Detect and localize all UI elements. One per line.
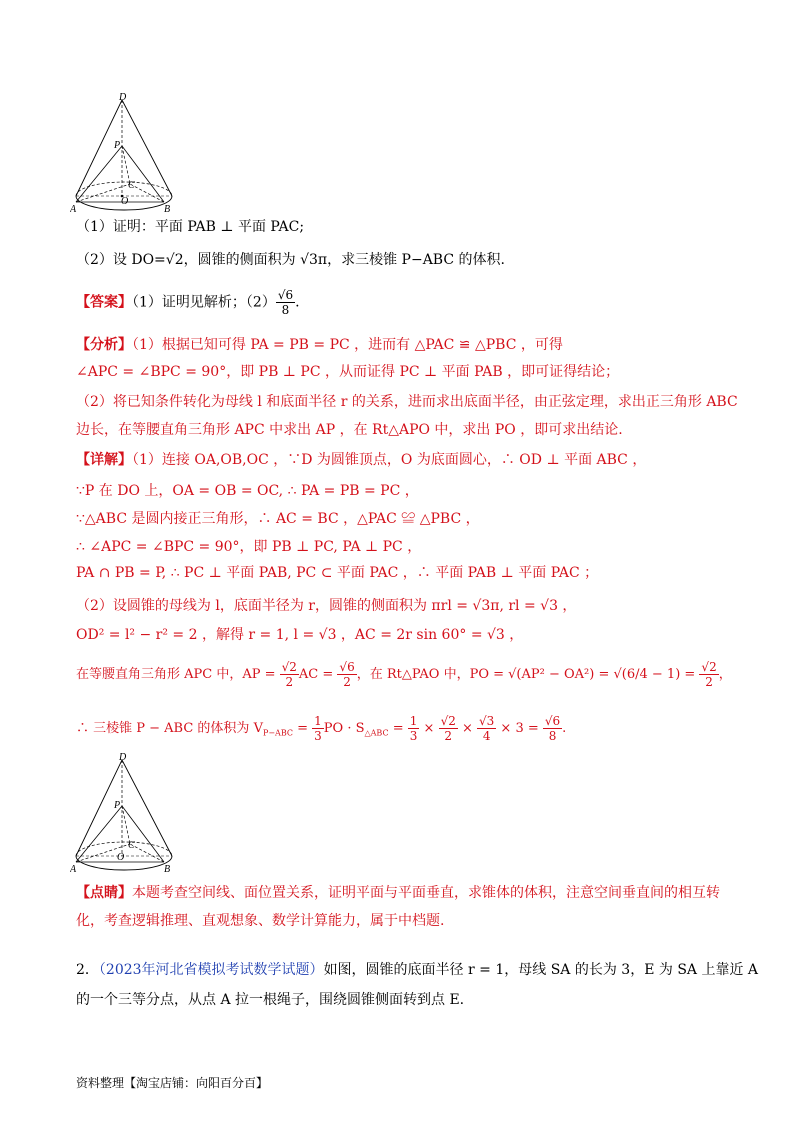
label-A-2: A	[70, 864, 77, 874]
fraction-sqrt2-over-2: $\frac{√2}{2}$	[281, 660, 297, 689]
question-part-2: （2）设 DO=√2，圆锥的侧面积为 √3π，求三棱锥 P−ABC 的体积.	[76, 252, 505, 268]
fraction-sqrt2-over-2-c: $\frac{√2}{2}$	[440, 714, 456, 743]
label-C: C	[128, 180, 135, 191]
detail-line-8: 在等腰直角三角形 APC 中，AP = $\frac{√2}{2}$ AC = $\frac{√6}{2}$ ，在 Rt△PAO 中，PO = √(AP² − OA²) = √(6/4 − 1) = $\frac{√2}{2}$ ，	[76, 660, 732, 689]
answer-fraction: $\frac{√6}{8}$	[277, 288, 294, 317]
analysis-line-2: ∠APC = ∠BPC = 90°，即 PB ⊥ PC ，从而证得 PC ⊥ 平面 PAB ，即可证得结论；	[76, 364, 620, 380]
label-P: P	[114, 140, 121, 151]
detail-tag: 【详解】	[76, 452, 132, 468]
analysis-line-4: 边长，在等腰直角三角形 APC 中求出 AP ，在 Rt△APO 中，求出 PO ，即可求出结论.	[76, 422, 623, 438]
answer-text: （1）证明见解析；（2）	[132, 294, 276, 311]
detail-line-6: （2）设圆锥的母线为 l，底面半径为 r，圆锥的侧面积为 πrl = √3π, rl = √3 ，	[76, 598, 577, 614]
detail-line-1: 【详解】（1）连接 OA,OB,OC ，∵D 为圆锥顶点，O 为底面圆心，∴ OD ⊥ 平面 ABC ，	[76, 452, 647, 468]
detail-line-9: ∴ 三棱锥 P − ABC 的体积为 $V_{P-ABC}$ = $\frac{1}{3}$ PO · $S_{\triangle ABC}$ = $\frac{1}{3}$ × $\frac{√2}{2}$ × $\frac{√3}{4}$ × 3 = $\frac{√6}{8}$ .	[76, 714, 567, 743]
label-D-2: D	[119, 752, 127, 763]
label-O-2: O	[117, 852, 125, 863]
analysis-line-3: （2）将已知条件转化为母线 l 和底面半径 r 的关系，进而求出底面半径，由正弦定理，求出正三角形 ABC	[76, 394, 738, 410]
detail-line-5: PA ∩ PB = P, ∴ PC ⊥ 平面 PAB, PC ⊂ 平面 PAC ，∴ 平面 PAB ⊥ 平面 PAC ；	[76, 565, 599, 581]
label-O: O	[121, 196, 129, 207]
label-B-2: B	[164, 864, 171, 874]
comment-line-2: 化，考查逻辑推理、直观想象、数学计算能力，属于中档题.	[76, 913, 445, 929]
analysis-line-1: 【分析】（1）根据已知可得 PA = PB = PC ，进而有 △PAC ≌ △PBC ，可得	[76, 337, 563, 353]
fraction-sqrt2-over-2-b: $\frac{√2}{2}$	[701, 660, 717, 689]
label-P-2: P	[114, 800, 121, 811]
comment-line-1: 【点睛】本题考查空间线、面位置关系，证明平面与平面垂直，求锥体的体积，注意空间垂直间的相互转	[76, 885, 720, 901]
answer-tag: 【答案】	[76, 294, 132, 311]
cone-figure-1	[70, 92, 180, 214]
problem2-source: （2023年河北省模拟考试数学试题）	[98, 962, 324, 978]
problem2-line-1: 2．（2023年河北省模拟考试数学试题）如图，圆锥的底面半径 r = 1，母线 SA 的长为 3，E 为 SA 上靠近 A	[76, 962, 759, 978]
detail-line-7: OD² = l² − r² = 2 ，解得 r = 1, l = √3 ，AC = 2r sin 60° = √3 ，	[76, 627, 524, 643]
detail-line-2: ∵P 在 DO 上，OA = OB = OC, ∴ PA = PB = PC ，	[76, 483, 419, 499]
label-B: B	[164, 204, 171, 214]
fraction-sqrt3-over-4: $\frac{√3}{4}$	[479, 714, 495, 743]
cone-figure-2	[70, 752, 180, 874]
page-footer: 资料整理【淘宝店铺：向阳百分百】	[76, 1076, 269, 1090]
problem2-line-2: 的一个三等分点，从点 A 拉一根绳子，围绕圆锥侧面转到点 E.	[76, 992, 465, 1008]
fraction-sqrt6-over-8: $\frac{√6}{8}$	[544, 714, 561, 743]
comment-tag: 【点睛】	[76, 885, 132, 901]
label-A: A	[70, 204, 77, 214]
detail-line-3: ∵△ABC 是圆内接正三角形，∴ AC = BC ，△PAC ≌ △PBC ，	[76, 511, 480, 527]
detail-line-4: ∴ ∠APC = ∠BPC = 90°，即 PB ⊥ PC, PA ⊥ PC ，	[76, 539, 422, 555]
fraction-1-over-3-b: $\frac{1}{3}$	[409, 714, 418, 743]
label-D: D	[119, 92, 127, 103]
analysis-tag: 【分析】	[76, 337, 132, 353]
question-part-1: （1）证明：平面 PAB ⊥ 平面 PAC;	[76, 219, 305, 235]
fraction-1-over-3: $\frac{1}{3}$	[314, 714, 322, 743]
label-C-2: C	[128, 840, 135, 851]
answer-line: 【答案】（1）证明见解析；（2） $\frac{√6}{8}$ .	[76, 288, 300, 317]
fraction-sqrt6-over-2: $\frac{√6}{2}$	[339, 660, 355, 689]
